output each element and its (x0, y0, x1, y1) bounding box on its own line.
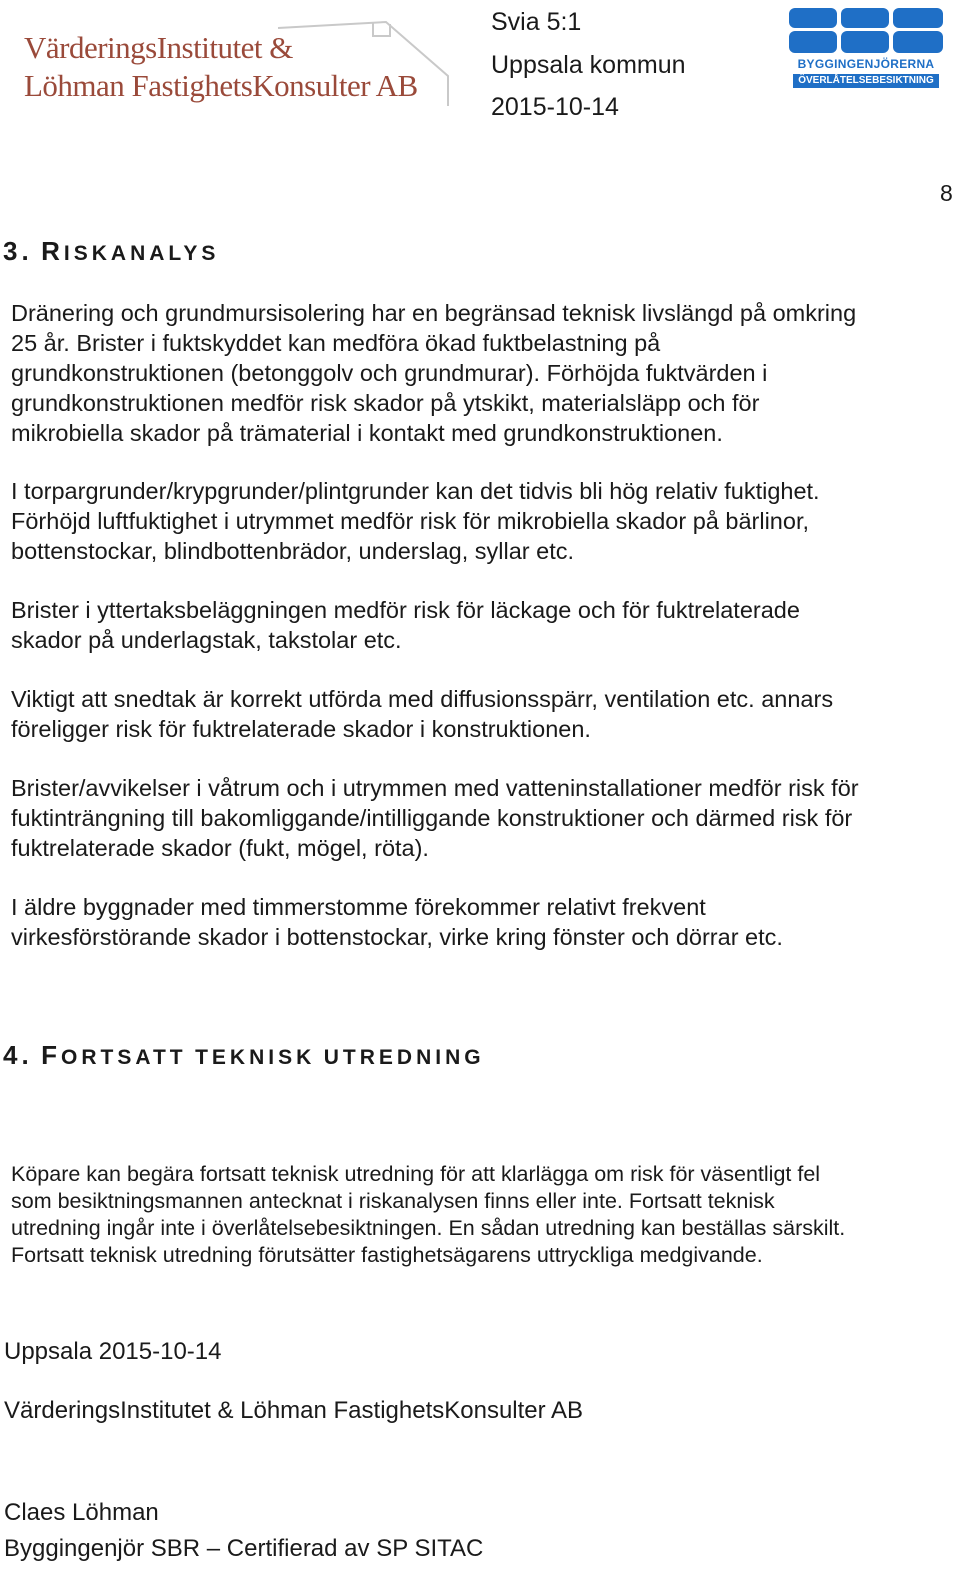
text-line: utredning ingår inte i överlåtelsebesiktningen. En sådan utredning kan beställas särskilt. (11, 1216, 846, 1240)
signature-company: VärderingsInstitutet & Löhman FastighetsKonsulter AB (4, 1397, 583, 1424)
section-3-heading (3, 236, 219, 267)
text-line: skador på underlagstak, takstolar etc. (11, 627, 402, 653)
paragraph-roof (11, 595, 951, 655)
signature-name: Claes Löhman (4, 1499, 159, 1526)
paragraph-crawlspace (11, 476, 951, 566)
logo-line-1: VärderingsInstitutet & (24, 30, 293, 65)
section-4-heading (3, 1040, 485, 1071)
signature-title: Byggingenjör SBR – Certifierad av SP SITAC (4, 1535, 484, 1562)
heading-word: TEKNISK (195, 1046, 316, 1069)
heading-word: UTREDNING (323, 1046, 485, 1069)
text-line: grundkonstruktionen medför risk skador på ytskikt, materialsläpp och för (11, 390, 760, 416)
section-number: 3. (3, 236, 33, 266)
text-line: mikrobiella skador på trämaterial i kontakt med grundkonstruktionen. (11, 420, 723, 446)
section-number: 4. (3, 1040, 33, 1070)
page-number: 8 (940, 180, 953, 206)
text-line: fuktinträngning till bakomliggande/intilliggande konstruktioner och därmed risk för (11, 805, 853, 831)
text-line: föreligger risk för fuktrelaterade skador i konstruktionen. (11, 716, 591, 742)
text-line: I torpargrunder/krypgrunder/plintgrunder kan det tidvis bli hög relativ fuktighet. (11, 478, 820, 504)
text-line: grundkonstruktionen (betonggolv och grundmurar). Förhöjda fuktvärden i (11, 360, 768, 386)
property-name: Svia 5:1 (491, 8, 582, 36)
text-line: som besiktningsmannen antecknat i riskanalysen finns eller inte. Fortsatt teknisk (11, 1189, 775, 1213)
sbr-logo (789, 8, 943, 88)
sbr-logo-subtext: ÖVERLÅTELSEBESIKTNING (793, 74, 939, 88)
text-line: Dränering och grundmursisolering har en begränsad teknisk livslängd på omkring (11, 300, 857, 326)
municipality: Uppsala kommun (491, 51, 686, 79)
paragraph-sloped-roof (11, 684, 951, 744)
text-line: Förhöjd luftfuktighet i utrymmet medför risk för mikrobiella skador på bärlinor, (11, 508, 810, 534)
sbr-logo-text: BYGGINGENJÖRERNA (797, 57, 935, 71)
text-line: Köpare kan begära fortsatt teknisk utredning för att klarlägga om risk för väsentligt fel (11, 1162, 821, 1186)
text-line: I äldre byggnader med timmerstomme förekommer relativt frekvent (11, 894, 706, 920)
company-logo (8, 8, 454, 108)
text-line: Fortsatt teknisk utredning förutsätter fastighetsägarens uttryckliga medgivande. (11, 1243, 763, 1267)
heading-rest: ISKANALYS (63, 242, 220, 265)
report-date: 2015-10-14 (491, 93, 619, 121)
heading-initial: F (41, 1040, 62, 1070)
logo-line-2: Löhman FastighetsKonsulter AB (24, 68, 418, 103)
text-line: virkesförstörande skador i bottenstockar, virke kring fönster och dörrar etc. (11, 924, 783, 950)
heading-initial: R (41, 236, 64, 266)
paragraph-drainage (11, 298, 951, 448)
paragraph-timber (11, 892, 951, 952)
paragraph-further-investigation (11, 1161, 951, 1269)
signature-place-date: Uppsala 2015-10-14 (4, 1338, 222, 1365)
text-line: Brister i yttertaksbeläggningen medför risk för läckage och för fuktrelaterade (11, 597, 800, 623)
text-line: 25 år. Brister i fuktskyddet kan medföra ökad fuktbelastning på (11, 330, 661, 356)
paragraph-wet-rooms (11, 773, 951, 863)
text-line: bottenstockar, blindbottenbrädor, underslag, syllar etc. (11, 538, 575, 564)
text-line: Brister/avvikelser i våtrum och i utrymmen med vatteninstallationer medför risk för (11, 775, 859, 801)
text-line: Viktigt att snedtak är korrekt utförda med diffusionsspärr, ventilation etc. annars (11, 686, 834, 712)
text-line: fuktrelaterade skador (fukt, mögel, röta). (11, 835, 429, 861)
heading-word: ORTSATT (61, 1046, 187, 1069)
